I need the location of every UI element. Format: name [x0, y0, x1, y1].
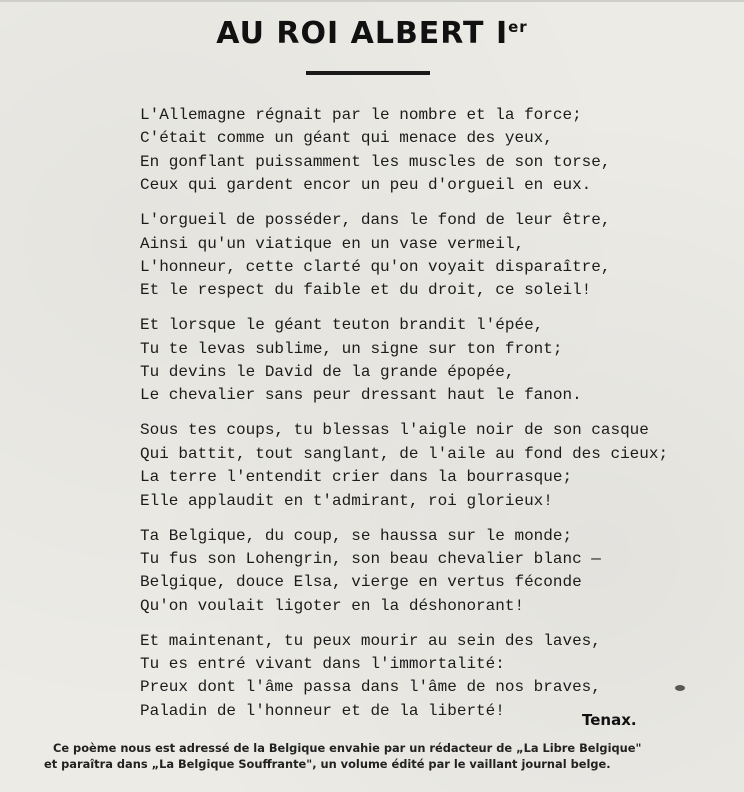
- poem-line: Tu es entré vivant dans l'immortalité:: [140, 655, 505, 674]
- poem-line: La terre l'entendit crier dans la bourrasque;: [140, 468, 573, 487]
- stanza: [140, 104, 660, 198]
- stanza: [140, 314, 660, 408]
- poem-line: Paladin de l'honneur et de la liberté!: [140, 701, 505, 720]
- poem-line: Et lorsque le géant teuton brandit l'épée,: [140, 316, 544, 335]
- title-underline: [306, 71, 430, 75]
- poem-line: Preux dont l'âme passa dans l'âme de nos braves,: [140, 678, 601, 697]
- note-line: et paraîtra dans „La Belgique Souffrante", un volume édité par le vaillant journal belge.: [44, 757, 611, 771]
- poem-line: Tu te levas sublime, un signe sur ton front;: [140, 339, 563, 358]
- poem-line: Qui battit, tout sanglant, de l'aile au fond des cieux;: [140, 444, 669, 463]
- poem-line: Tu devins le David de la grande épopée,: [140, 363, 515, 382]
- stanza: [140, 630, 660, 724]
- poem-line: L'honneur, cette clarté qu'on voyait disparaître,: [140, 257, 611, 276]
- poem-line: L'orgueil de posséder, dans le fond de leur être,: [140, 211, 611, 230]
- poem-line: Et maintenant, tu peux mourir au sein des laves,: [140, 631, 601, 650]
- poem-title: [0, 16, 744, 51]
- poem-line: Tu fus son Lohengrin, son beau chevalier blanc —: [140, 549, 601, 568]
- stanza: [140, 419, 669, 513]
- stanza: [140, 525, 660, 619]
- poem-line: L'Allemagne régnait par le nombre et la force;: [140, 106, 582, 124]
- title-superscript: er: [508, 18, 528, 36]
- poem-line: Et le respect du faible et du droit, ce soleil!: [140, 281, 592, 300]
- poem-line: Le chevalier sans peur dressant haut le fanon.: [140, 386, 582, 405]
- poem-line: En gonflant puissamment les muscles de son torse,: [140, 152, 611, 171]
- poem-body: [140, 104, 669, 735]
- poem-line: Ceux qui gardent encor un peu d'orgueil en eux.: [140, 176, 592, 195]
- poem-line: Belgique, douce Elsa, vierge en vertus féconde: [140, 573, 582, 592]
- author-signature: Tenax.: [582, 711, 637, 729]
- note-line: Ce poème nous est adressé de la Belgique envahie par un rédacteur de „La Libre Belgique": [53, 741, 642, 755]
- poem-line: Elle applaudit en t'admirant, roi glorieux!: [140, 491, 553, 510]
- title-main: AU ROI ALBERT I: [216, 16, 509, 51]
- poem-line: Qu'on voulait ligoter en la déshonorant!: [140, 596, 525, 615]
- stanza: [140, 209, 660, 303]
- poem-line: Ainsi qu'un viatique en un vase vermeil,: [140, 234, 525, 253]
- editorial-note: [44, 740, 734, 772]
- poem-line: Ta Belgique, du coup, se haussa sur le monde;: [140, 526, 573, 545]
- poem-line: C'était comme un géant qui menace des yeux,: [140, 129, 553, 148]
- ink-smudge: [675, 685, 685, 691]
- poem-line: Sous tes coups, tu blessas l'aigle noir de son casque: [140, 421, 649, 440]
